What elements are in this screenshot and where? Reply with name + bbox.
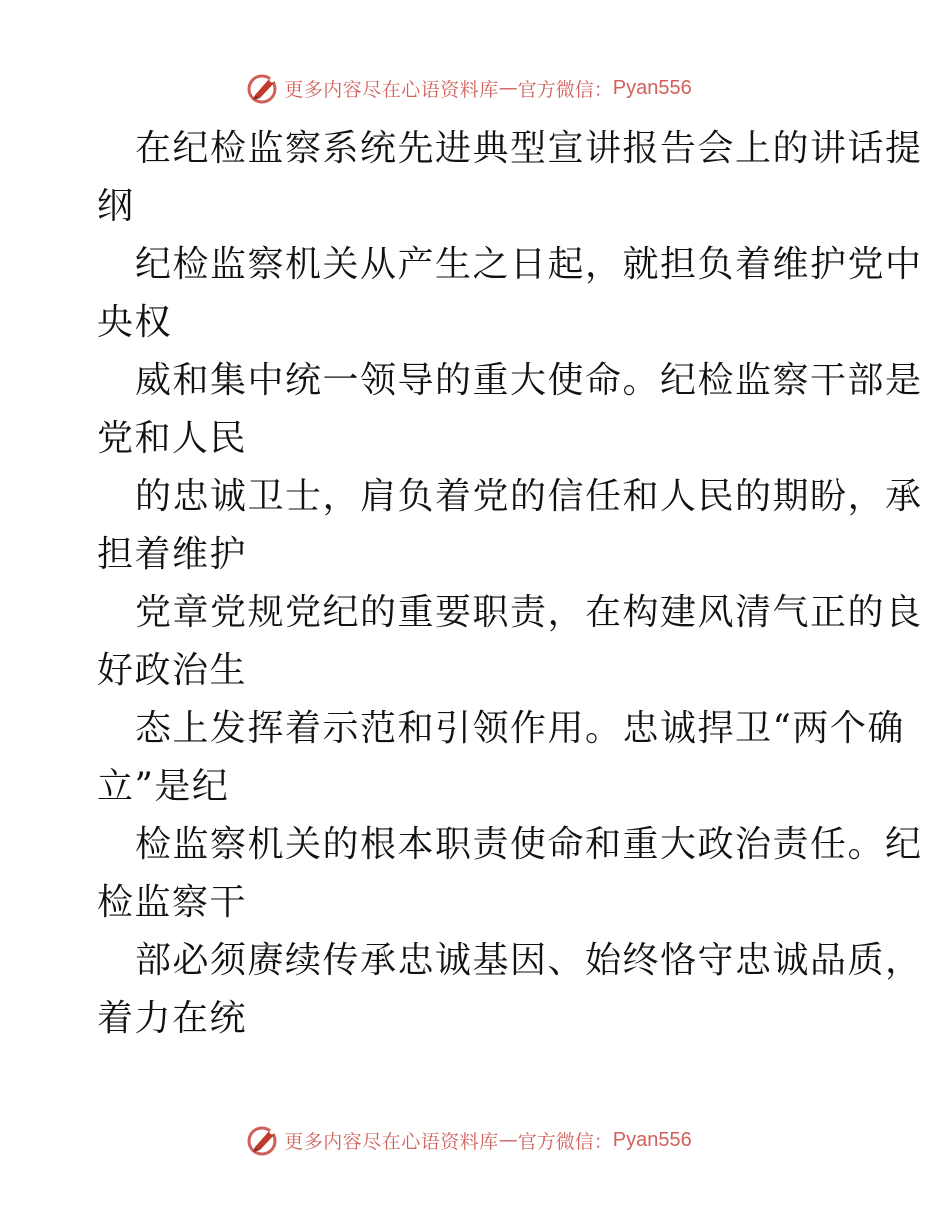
document-line: 威和集中统一领导的重大使命。纪检监察干部是 (135, 360, 923, 401)
document-line: 检监察机关的根本职责使命和重大政治责任。纪 (135, 824, 923, 865)
banner-separator: — (498, 77, 518, 99)
document-line: 好政治生 (97, 650, 248, 691)
banner-wechat-id: Pyan556 (612, 76, 692, 99)
banner-wechat-label: 官方微信： (517, 78, 613, 101)
document-line: 党和人民 (97, 418, 248, 459)
document-line: 态上发挥着示范和引领作用。忠诚捍卫“两个确 (135, 708, 905, 749)
document-line: 纲 (97, 186, 135, 227)
footer-banner-content (246, 1123, 692, 1157)
banner-separator: — (498, 1129, 518, 1151)
document-line: 部必须赓续传承忠诚基因、始终恪守忠诚品质， (135, 940, 923, 981)
banner-main-text: 更多内容尽在心语资料库 (284, 1130, 499, 1153)
document-line: 的忠诚卫士，肩负着党的信任和人民的期盼，承 (135, 476, 923, 517)
footer-banner (0, 1120, 950, 1160)
header-banner-content (246, 71, 692, 105)
pen-logo-icon (246, 1123, 280, 1157)
document-line: 立”是纪 (97, 766, 230, 807)
banner-wechat-label: 官方微信： (517, 1130, 613, 1153)
document-line: 检监察干 (97, 882, 248, 923)
document-line: 在纪检监察系统先进典型宣讲报告会上的讲话提 (135, 128, 923, 169)
banner-wechat-id: Pyan556 (612, 1128, 692, 1151)
document-body (97, 120, 923, 1048)
header-banner (0, 68, 950, 108)
document-line: 党章党规党纪的重要职责，在构建风清气正的良 (135, 592, 923, 633)
pen-logo-icon (246, 71, 280, 105)
document-line: 央权 (97, 302, 173, 343)
document-line: 纪检监察机关从产生之日起，就担负着维护党中 (135, 244, 923, 285)
banner-main-text: 更多内容尽在心语资料库 (284, 78, 499, 101)
document-line: 着力在统 (97, 998, 248, 1039)
document-line: 担着维护 (97, 534, 248, 575)
